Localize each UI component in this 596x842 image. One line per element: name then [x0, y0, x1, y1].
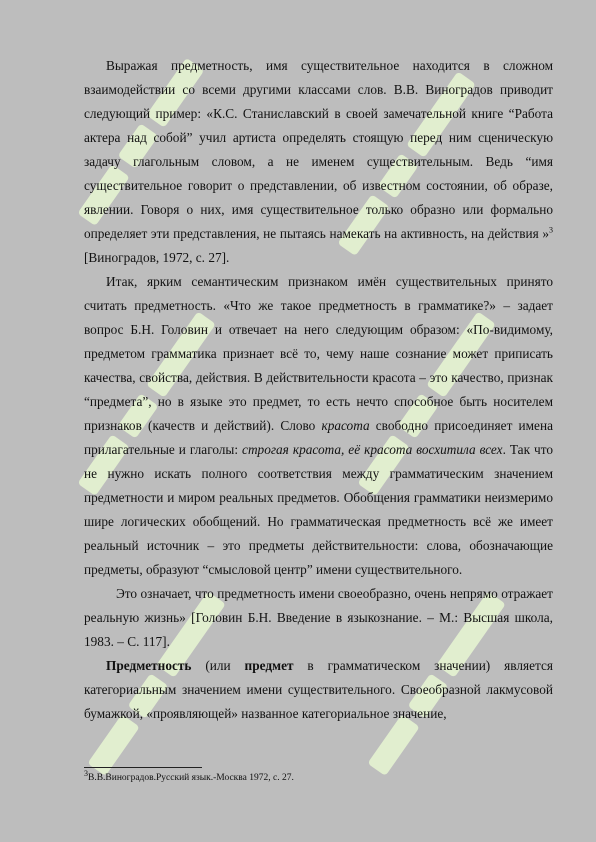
paragraph-2-italic-1: красота [321, 418, 370, 433]
paragraph-4-bold-2: предмет [244, 658, 294, 673]
paragraph-4 [84, 654, 553, 726]
paragraph-2-text-c: . Так что не нужно искать полного соответствия между грамматическим значением предметности и миром реальных предметов. Обобщения грамматики неизмеримо шире логических обобщений. Но грамматическая предметность всё же имеет реальный источник – это предметы действительности: слова, обозначающие предметы, образуют “смысловой центр” имени существительного. [84, 442, 553, 577]
footnote-divider [84, 767, 202, 768]
paragraph-2 [84, 270, 553, 582]
paragraph-1 [84, 54, 553, 270]
paragraph-1-citation: [Виноградов, 1972, с. 27]. [84, 250, 230, 265]
paragraph-4-bold-1: Предметность [106, 658, 192, 673]
paragraph-3-text: Это означает, что предметность имени своеобразно, очень непрямо отражает реальную жизнь» [Головин Б.Н. Введение в языкознание. – М.: Высшая школа, 1983. – С. 117]. [84, 586, 553, 649]
footnote [84, 768, 554, 784]
paragraph-4-text-a: (или [191, 658, 245, 673]
footnote-ref[interactable]: 3 [549, 225, 553, 235]
paragraph-2-italic-2: строгая красота, её красота восхитила всех [242, 442, 503, 457]
footnote-number: 3 [84, 768, 88, 778]
body-text [84, 54, 553, 726]
paragraph-2-text-a: Итак, ярким семантическим признаком имён существительных принято считать предметность. «Что же такое предметность в грамматике?» – задает вопрос Б.Н. Головин и отвечает на него следующим образом: «По-видимому, предметом грамматика признает всё то, чему наше сознание может приписать качества, свойства, действия. В действительности красота – это качество, признак “предмета”, но в языке это предмет, то есть нечто способное быть носителем признаков (качеств и действий). Слово [84, 274, 553, 433]
footnote-text: В.В.Виноградов.Русский язык.-Москва 1972, с. 27. [88, 773, 294, 783]
paragraph-2-text-b: свободно присоединяет имена прилагательные и глаголы: [84, 418, 553, 457]
paragraph-3 [84, 582, 553, 654]
paragraph-1-text: Выражая предметность, имя существительное находится в сложном взаимодействии со всеми другими классами слов. В.В. Виноградов приводит следующий пример: «К.С. Станиславский в своей замечательной книге “Работа актера над собой” учил артиста определять стоящую перед ним сценическую задачу глагольным словом, а не именем существительным. Ведь “имя существительное говорит о представлении, об известном состоянии, об образе, явлении. Говоря о них, имя существительное только образно или формально определяет эти представления, не пытаясь намекать на активность, на действия » [84, 58, 553, 241]
paragraph-4-text-c: в грамматическом значении) является категориальным значением имени существительного. Своеобразной лакмусовой бумажкой, «проявляющей» названное категориальное значение, [84, 658, 553, 721]
